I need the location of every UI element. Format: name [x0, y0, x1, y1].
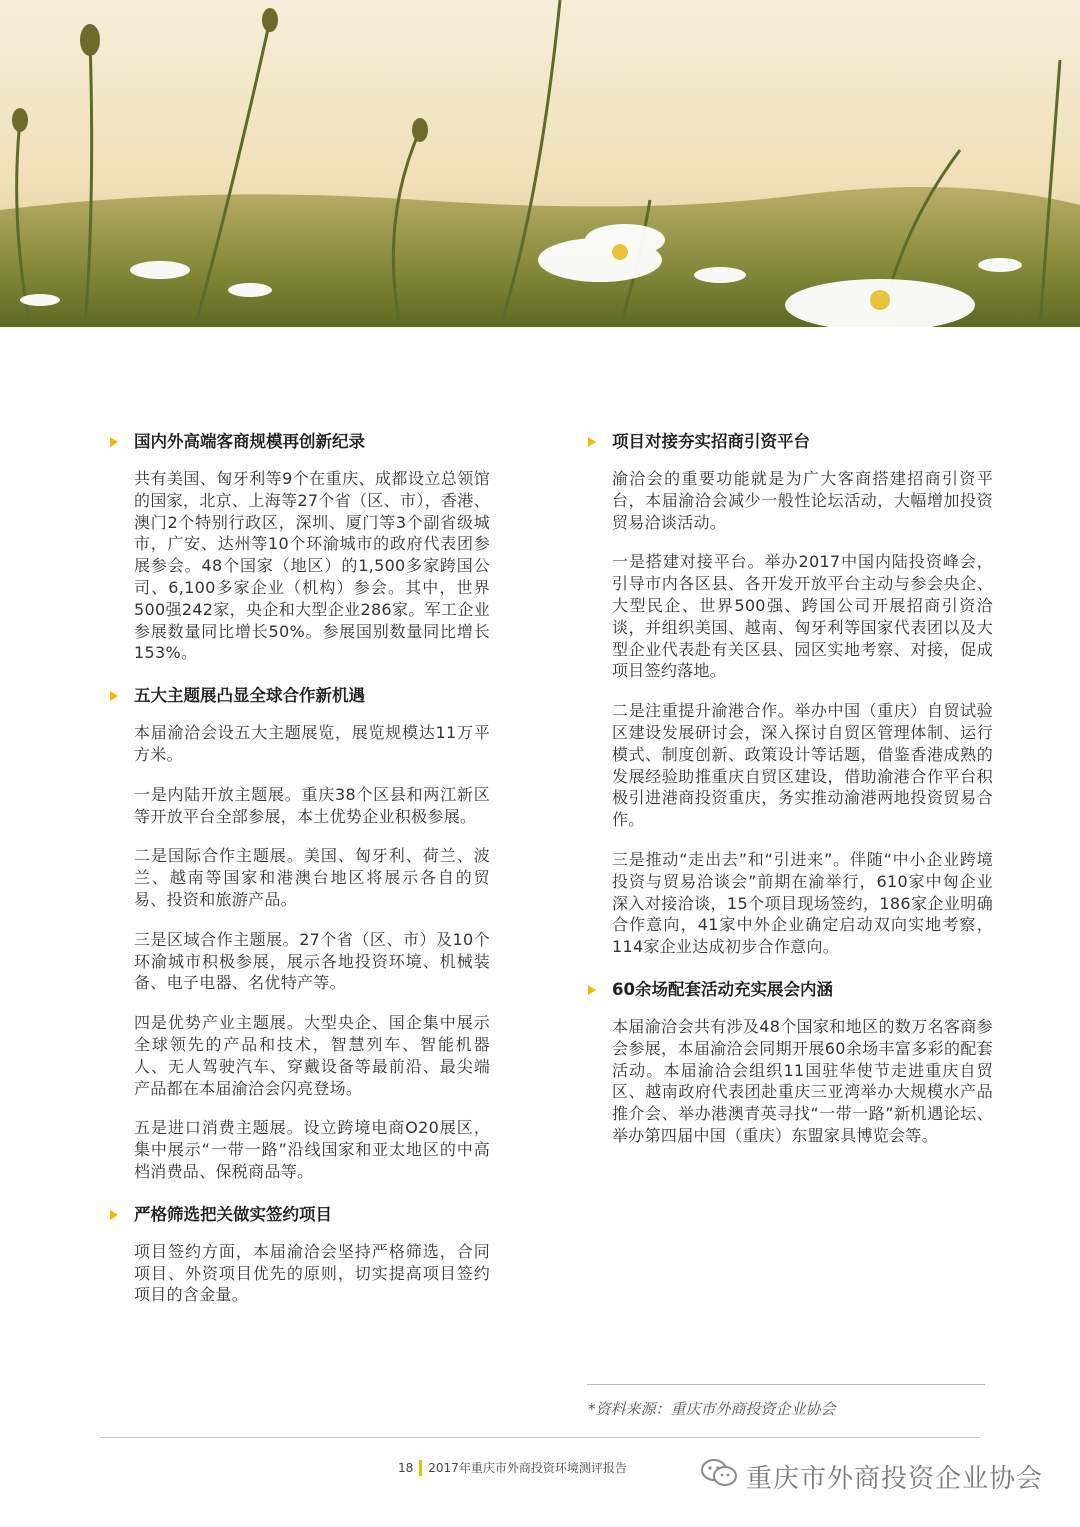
- bullet-icon: [110, 691, 118, 701]
- brand-name: 重庆市外商投资企业协会: [746, 1464, 1044, 1494]
- section-5: [588, 976, 993, 1147]
- bullet-icon: [588, 437, 596, 447]
- footer-divider: [100, 1437, 980, 1438]
- section-1: [110, 428, 490, 664]
- page-number: 18: [398, 1460, 414, 1475]
- page-footer: [398, 1459, 627, 1476]
- paragraph: 三是推动“走出去”和“引进来”。伴随“中小企业跨境投资与贸易洽谈会”前期在渝举行，610家中匈企业深入对接洽谈，15个项目现场签约，186家企业明确合作意向，41家中外企业确定启动双向实地考察，114家企业达成初步合作意向。: [612, 849, 993, 957]
- section-heading: 严格筛选把关做实签约项目: [134, 1204, 332, 1224]
- bullet-icon: [110, 1210, 118, 1220]
- paragraph: 二是国际合作主题展。美国、匈牙利、荷兰、波兰、越南等国家和港澳台地区将展示各自的贸易、投资和旅游产品。: [134, 846, 490, 909]
- section-3: [110, 1201, 490, 1306]
- wechat-icon: [700, 1458, 738, 1495]
- paragraph: 本届渝洽会共有涉及48个国家和地区的数万名客商参会参展，本届渝洽会同期开展60余场丰富多彩的配套活动。本届渝洽会组织11国驻华使节走进重庆自贸区、越南政府代表团赴重庆三亚湾举办大规模水产品推介会、举办港澳青英寻找“一带一路”新机遇论坛、举办第四届中国（重庆）东盟家具博览会等。: [612, 1016, 993, 1145]
- paragraph: 五是进口消费主题展。设立跨境电商O20展区，集中展示“一带一路”沿线国家和亚太地区的中高档消费品、保税商品等。: [134, 1118, 490, 1181]
- banner-image: [0, 0, 1080, 327]
- bullet-icon: [110, 437, 118, 447]
- paragraph: 一是内陆开放主题展。重庆38个区县和两江新区等开放平台全部参展，本土优势企业积极参展。: [134, 784, 490, 826]
- section-heading: 60余场配套活动充实展会内涵: [612, 979, 833, 999]
- paragraph: 四是优势产业主题展。大型央企、国企集中展示全球领先的产品和技术，智慧列车、智能机器人、无人驾驶汽车、穿戴设备等最前沿、最尖端产品都在本届渝洽会闪亮登场。: [134, 1013, 490, 1098]
- section-heading: 国内外高端客商规模再创新纪录: [134, 432, 365, 451]
- section-4: [588, 428, 993, 958]
- footer-separator: [419, 1460, 422, 1476]
- paragraph: 项目签约方面，本届渝洽会坚持严格筛选，合同项目、外资项目优先的原则，切实提高项目签约项目的含金量。: [134, 1241, 490, 1305]
- section-heading: 项目对接夯实招商引资平台: [612, 432, 810, 451]
- paragraph: 渝洽会的重要功能就是为广大客商搭建招商引资平台，本届渝洽会减少一般性论坛活动，大幅增加投资贸易洽谈活动。: [612, 469, 993, 532]
- paragraph: 本届渝洽会设五大主题展览，展览规模达11万平方米。: [134, 723, 490, 764]
- paragraph: 三是区域合作主题展。27个省（区、市）及10个环渝城市积极参展，展示各地投资环境、机械装备、电子电器、名优特产等。: [134, 929, 490, 993]
- paragraph: 共有美国、匈牙利等9个在重庆、成都设立总领馆的国家，北京、上海等27个省（区、市），香港、澳门2个特别行政区，深圳、厦门等3个副省级城市，广安、达州等10个环渝城市的政府代表团参展参会。48个国家（地区）的1,500多家跨国公司、6,100多家企业（机构）参会。其中，世界500强242家，央企和大型企业286家。军工企业参展数量同比增长50%。参展国别数量同比增长153%。: [134, 469, 490, 663]
- section-heading: 五大主题展凸显全球合作新机遇: [134, 686, 365, 706]
- source-divider: [587, 1384, 985, 1385]
- paragraph: 一是搭建对接平台。举办2017中国内陆投资峰会，引导市内各区县、各开发开放平台主动与参会央企、大型民企、世界500强、跨国公司开展招商引资洽谈，并组织美国、越南、匈牙利等国家代表团以及大型企业代表赴有关区县、园区实地考察、对接，促成项目签约落地。: [612, 552, 993, 681]
- bullet-icon: [588, 985, 596, 995]
- right-column: [588, 428, 993, 1165]
- brand-watermark: [700, 1458, 1043, 1495]
- report-title: 2017年重庆市外商投资环境测评报告: [428, 1461, 627, 1475]
- left-column: [110, 428, 490, 1324]
- source-note: *资料来源：重庆市外商投资企业协会: [588, 1400, 836, 1418]
- paragraph: 二是注重提升渝港合作。举办中国（重庆）自贸试验区建设发展研讨会，深入探讨自贸区管理体制、运行模式、制度创新、政策设计等话题，借鉴香港成熟的发展经验助推重庆自贸区建设，借助渝港合作平台积极引进港商投资重庆，务实推动渝港两地投资贸易合作。: [612, 701, 993, 830]
- section-2: [110, 682, 490, 1183]
